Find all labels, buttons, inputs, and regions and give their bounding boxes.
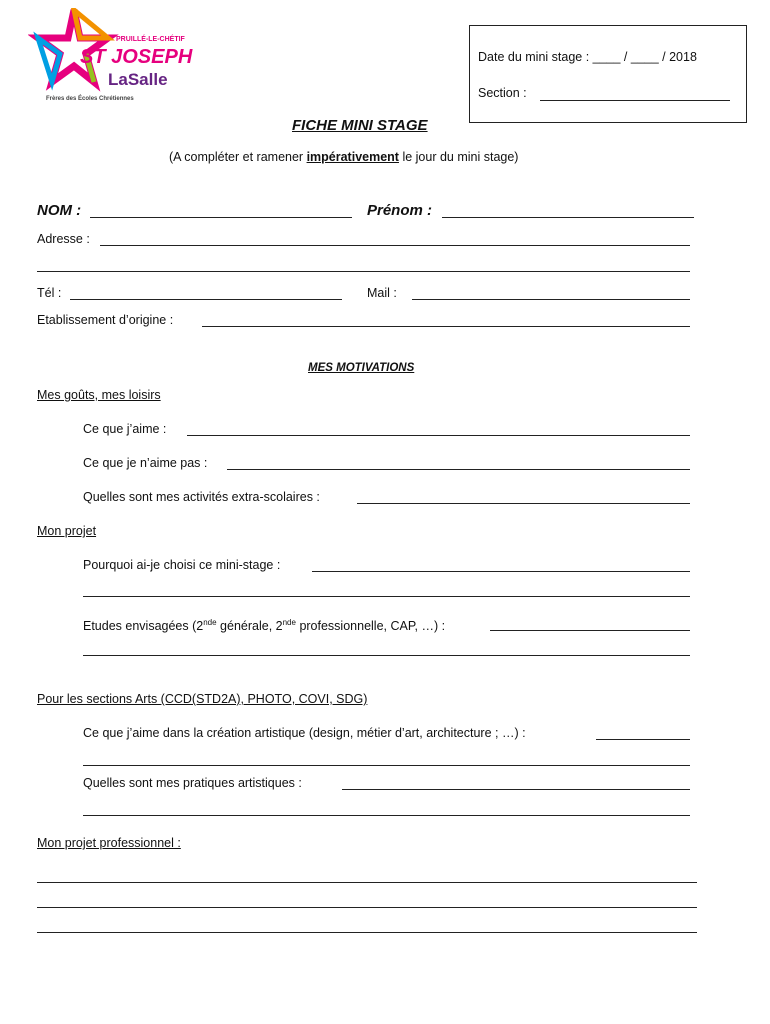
tel-field[interactable]: [70, 299, 342, 300]
aime-label: Ce que j’aime :: [83, 422, 167, 436]
etudes-field-2[interactable]: [83, 655, 690, 656]
page-subtitle: [169, 150, 518, 164]
etablissement-field[interactable]: [202, 326, 690, 327]
adresse-field[interactable]: [100, 245, 690, 246]
etudes-pre: Etudes envisagées (2: [83, 619, 204, 634]
aime-field[interactable]: [187, 435, 690, 436]
arts-heading: Pour les sections Arts (CCD(STD2A), PHOTO, COVI, SDG): [37, 692, 368, 706]
adresse-field-2[interactable]: [37, 271, 690, 272]
info-box: [469, 25, 747, 123]
subtitle-post: le jour du mini stage): [398, 150, 519, 164]
pro-field-2[interactable]: [37, 907, 697, 908]
pro-field-1[interactable]: [37, 882, 697, 883]
etudes-field[interactable]: [490, 630, 690, 631]
page-title: FICHE MINI STAGE: [292, 117, 428, 134]
etudes-mid: générale, 2: [216, 619, 283, 634]
activites-label: Quelles sont mes activités extra-scolaires :: [83, 490, 320, 504]
section-field[interactable]: [540, 100, 730, 101]
etudes-sup2: nde: [282, 618, 296, 627]
pratiques-field[interactable]: [342, 789, 690, 790]
pourquoi-field[interactable]: [312, 571, 690, 572]
activites-field[interactable]: [357, 503, 690, 504]
pro-heading: Mon projet professionnel :: [37, 836, 181, 850]
tel-label: Tél :: [37, 286, 62, 300]
etudes-post: professionnelle, CAP, …) :: [295, 619, 446, 634]
prenom-label: Prénom :: [367, 202, 433, 219]
pratiques-label: Quelles sont mes pratiques artistiques :: [83, 776, 302, 790]
logo-name: ST JOSEPH: [80, 46, 193, 68]
logo-tagline: Frères des Écoles Chrétiennes: [46, 96, 134, 102]
naime-pas-label: Ce que je n’aime pas :: [83, 456, 208, 470]
nom-field[interactable]: [90, 217, 352, 218]
logo-town: PRUILLÉ-LE-CHÉTIF: [116, 36, 185, 43]
prenom-field[interactable]: [442, 217, 694, 218]
motivations-heading: MES MOTIVATIONS: [308, 362, 415, 374]
naime-pas-field[interactable]: [227, 469, 690, 470]
logo-sub: LaSalle: [108, 70, 168, 89]
date-label: Date du mini stage : ____ / ____ / 2018: [478, 50, 697, 64]
subtitle-pre: (A compléter et ramener: [169, 150, 307, 164]
mail-label: Mail :: [367, 286, 397, 300]
pro-field-3[interactable]: [37, 932, 697, 933]
pratiques-field-2[interactable]: [83, 815, 690, 816]
pourquoi-field-2[interactable]: [83, 596, 690, 597]
etablissement-label: Etablissement d’origine :: [37, 313, 174, 327]
adresse-label: Adresse :: [37, 232, 90, 246]
creation-field-2[interactable]: [83, 765, 690, 766]
projet-heading: Mon projet: [37, 524, 97, 538]
etudes-sup1: nde: [203, 618, 217, 627]
creation-label: Ce que j’aime dans la création artistique (design, métier d’art, architecture ; …) :: [83, 726, 526, 740]
mail-field[interactable]: [412, 299, 690, 300]
school-logo: [28, 8, 193, 106]
creation-field[interactable]: [596, 739, 690, 740]
gouts-heading: Mes goûts, mes loisirs: [37, 388, 161, 402]
etudes-label: [83, 618, 445, 633]
section-label: Section :: [478, 86, 527, 100]
subtitle-bold: impérativement: [306, 150, 399, 164]
pourquoi-label: Pourquoi ai-je choisi ce mini-stage :: [83, 558, 281, 572]
nom-label: NOM :: [37, 202, 82, 219]
